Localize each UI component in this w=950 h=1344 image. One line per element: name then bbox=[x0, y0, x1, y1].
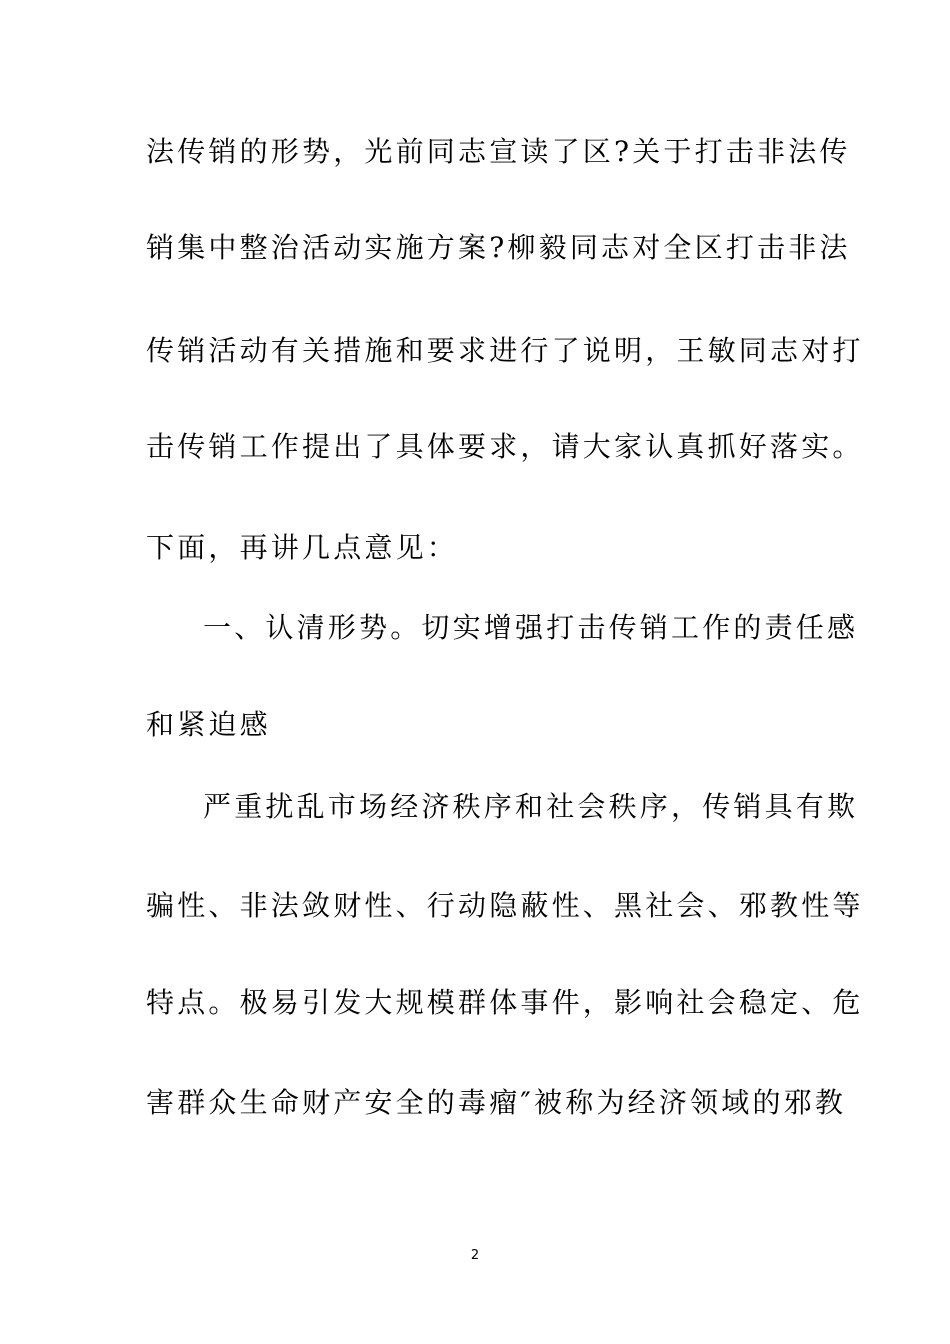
paragraph-line: 击传销工作提出了具体要求，请大家认真抓好落实。 bbox=[146, 430, 864, 463]
page-number: 2 bbox=[470, 1248, 480, 1263]
paragraph-line: 骗性、非法敛财性、行动隐蔽性、黑社会、邪教性等 bbox=[146, 889, 864, 922]
paragraph-line: 严重扰乱市场经济秩序和社会秩序，传销具有欺 bbox=[203, 790, 859, 823]
section-heading-line: 一、认清形势。切实增强打击传销工作的责任感 bbox=[203, 611, 859, 644]
paragraph-line: 特点。极易引发大规模群体事件，影响社会稳定、危 bbox=[146, 986, 864, 1019]
paragraph-line: 销集中整治活动实施方案?柳毅同志对全区打击非法 bbox=[146, 231, 851, 264]
paragraph-line: 害群众生命财产安全的毒瘤″被称为经济领域的邪教 bbox=[146, 1086, 847, 1119]
paragraph-line: 下面，再讲几点意见： bbox=[146, 531, 459, 564]
section-heading-line: 和紧迫感 bbox=[146, 708, 271, 741]
paragraph-line: 法传销的形势，光前同志宣读了区?关于打击非法传 bbox=[146, 135, 851, 168]
paragraph-line: 传销活动有关措施和要求进行了说明，王敏同志对打 bbox=[146, 334, 864, 367]
